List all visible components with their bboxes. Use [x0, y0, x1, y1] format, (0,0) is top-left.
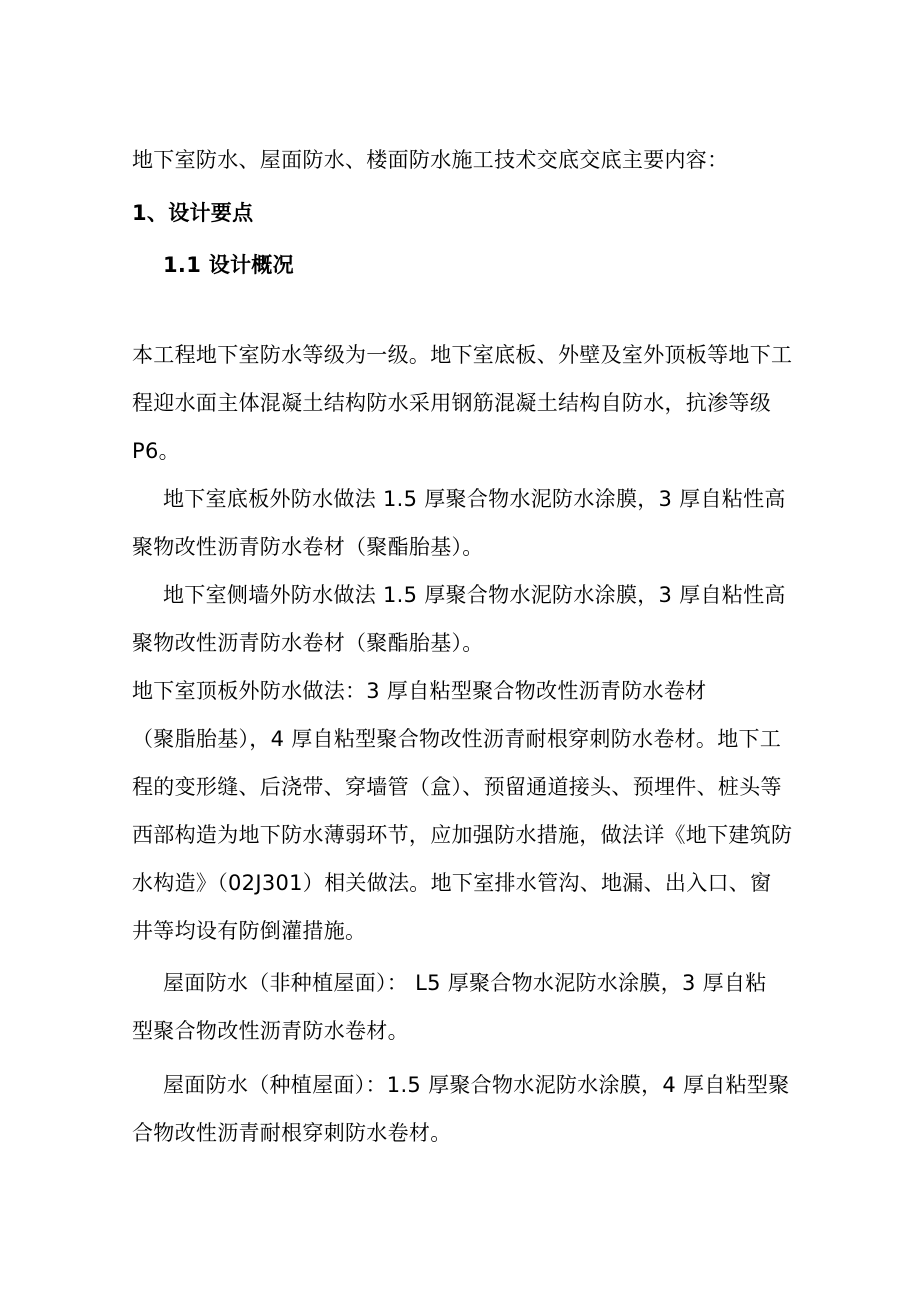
- paragraph-2-line-2: 聚物改性沥青防水卷材（聚酯胎基）。: [132, 535, 484, 559]
- paragraph-1-line-3: P6。: [132, 439, 180, 463]
- intro-line: 地下室防水、屋面防水、楼面防水施工技术交底交底主要内容：: [132, 148, 729, 172]
- paragraph-5-line-2: 型聚合物改性沥青防水卷材。: [132, 1019, 409, 1043]
- paragraph-4-line-3: 程的变形缝、后浇带、穿墙管（盒）、预留通道接头、预埋件、桩头等: [132, 775, 782, 799]
- paragraph-1-line-2: 程迎水面主体混凝土结构防水采用钢筋混凝土结构自防水，抗渗等级: [132, 391, 771, 415]
- paragraph-3-line-2: 聚物改性沥青防水卷材（聚酯胎基）。: [132, 631, 484, 655]
- paragraph-4-line-5: 水构造》（02J301）相关做法。地下室排水管沟、地漏、出入口、窗: [132, 871, 772, 895]
- paragraph-1-line-1: 本工程地下室防水等级为一级。地下室底板、外壁及室外顶板等地下工: [132, 343, 793, 367]
- paragraph-3-line-1: 地下室侧墙外防水做法 1.5 厚聚合物水泥防水涂膜，3 厚自粘性高: [163, 583, 786, 607]
- paragraph-6-line-2: 合物改性沥青耐根穿刺防水卷材。: [132, 1121, 452, 1145]
- paragraph-4-line-1: 地下室顶板外防水做法：3 厚自粘型聚合物改性沥青防水卷材: [132, 679, 707, 703]
- paragraph-6-line-1: 屋面防水（种植屋面）：1.5 厚聚合物水泥防水涂膜，4 厚自粘型聚: [163, 1073, 790, 1097]
- heading-1-1: 1.1 设计概况: [163, 253, 294, 277]
- paragraph-5-line-1: 屋面防水（非种植屋面）： L5 厚聚合物水泥防水涂膜，3 厚自粘: [163, 971, 767, 995]
- heading-1: 1、设计要点: [132, 201, 254, 225]
- paragraph-2-line-1: 地下室底板外防水做法 1.5 厚聚合物水泥防水涂膜，3 厚自粘性高: [163, 487, 786, 511]
- paragraph-4-line-2: （聚脂胎基），4 厚自粘型聚合物改性沥青耐根穿刺防水卷材。地下工: [132, 727, 782, 751]
- paragraph-4-line-4: 西部构造为地下防水薄弱环节，应加强防水措施，做法详《地下建筑防: [132, 823, 793, 847]
- paragraph-4-line-6: 井等均设有防倒灌措施。: [132, 919, 367, 943]
